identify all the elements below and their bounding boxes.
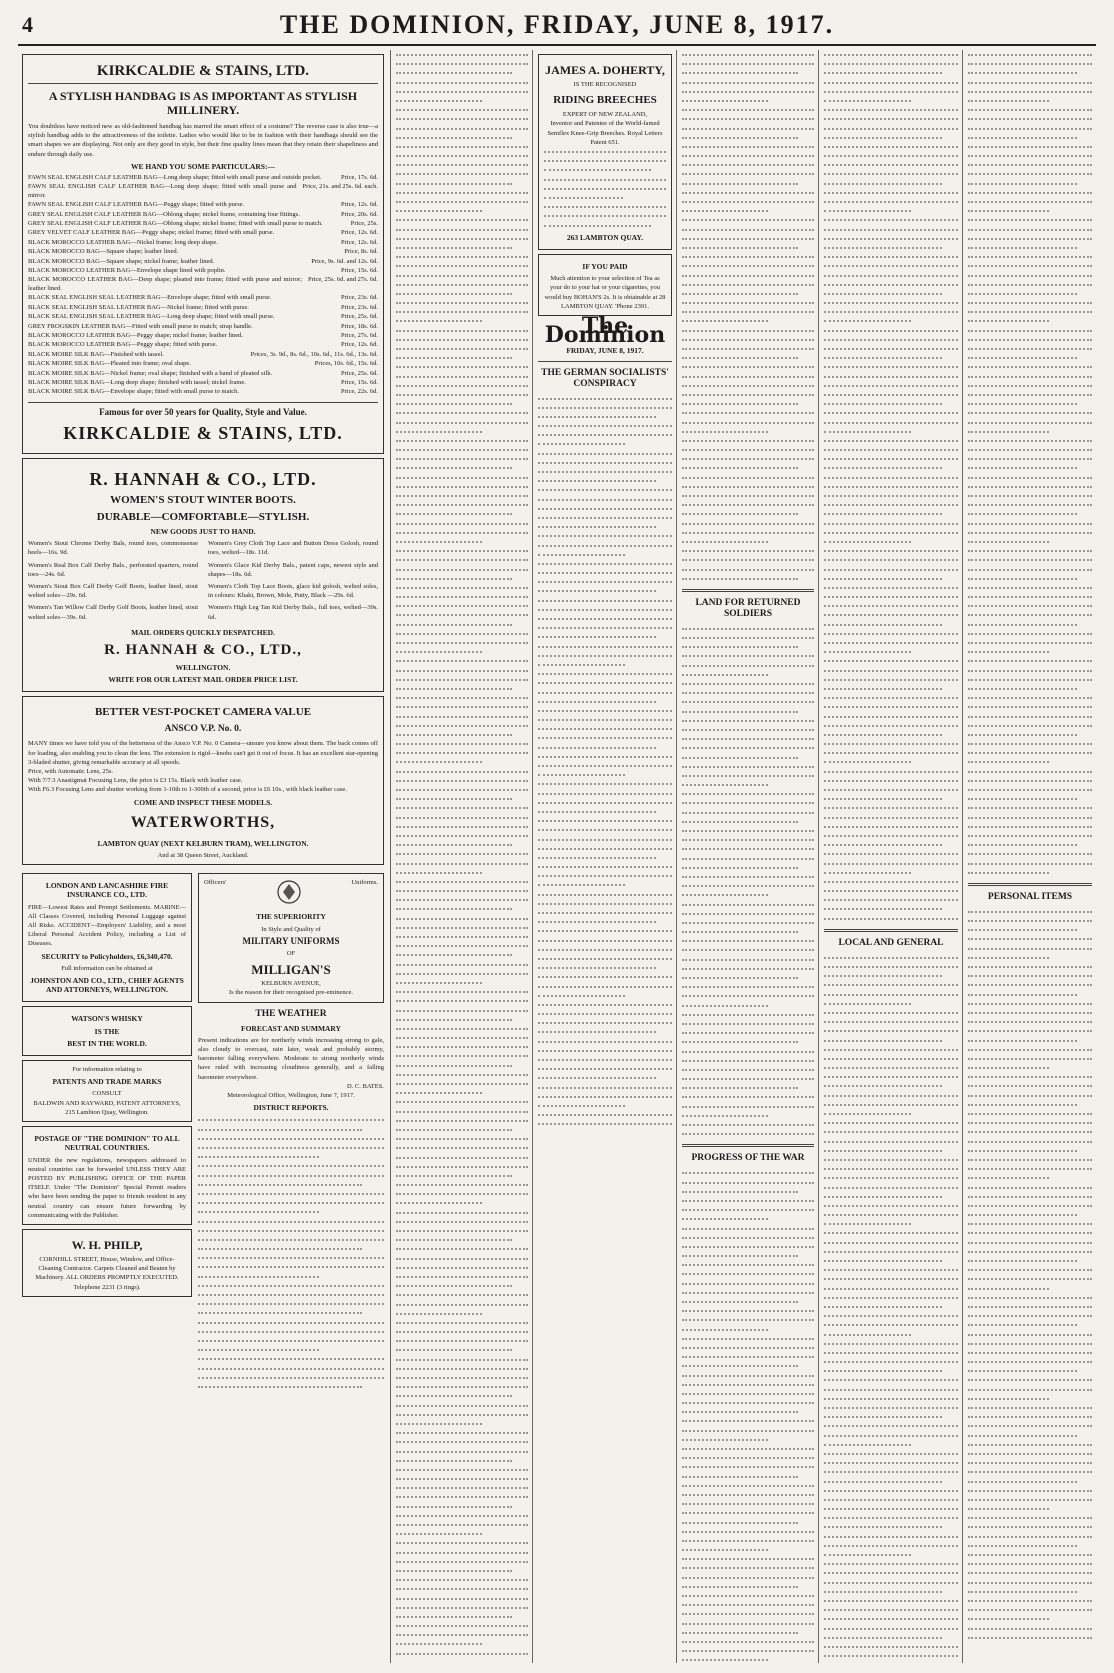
- land-soldiers-heading: LAND FOR RETURNED SOLDIERS: [695, 597, 801, 619]
- column-2-text-top: [396, 50, 528, 1658]
- price-list-item: [28, 360, 378, 368]
- boot-item: Women's Cloth Top Lace Boots, glace kid golosh, welted soles, in colours: Khaki, Brown, Mole, Putty, Black —29s. 6d.: [208, 582, 378, 600]
- postage-body: UNDER the new regulations, newspapers addressed to neutral countries can be forwarded UNLESS THEY ARE POSTED BY PUBLISHING OFFICE OF THE PAPER ITSELF. Under "The Dominion" Special Permit readers who have been sending the paper to friends resident in any neutral country can ensure future forwarding by communicating with the Publisher.: [28, 1156, 186, 1219]
- milligan-name: MILLIGAN'S: [251, 962, 331, 978]
- postage-heading: POSTAGE OF "THE DOMINION" TO ALL NEUTRAL COUNTRIES.: [34, 1134, 180, 1153]
- hannah-write: WRITE FOR OUR LATEST MAIL ORDER PRICE LIST.: [108, 675, 298, 685]
- local-general-heading: LOCAL AND GENERAL: [838, 937, 944, 948]
- bohan-body: Much attention to your selection of Tea as your do to your hat or your cigarettes, you would buy BOHAN'S 2s. It is obtainable at 28 LAMBTON QUAY. 'Phone 2391.: [544, 275, 666, 310]
- page-number: 4: [22, 12, 33, 37]
- land-soldiers-text: [682, 624, 814, 1139]
- price-list-item: [28, 267, 378, 275]
- price-list-description: BLACK MOROCCO LEATHER BAG—Envelope shape lined with poplin.: [28, 267, 226, 275]
- price-list-item: [28, 332, 378, 340]
- hannah-mail: MAIL ORDERS QUICKLY DESPATCHED.: [131, 627, 275, 637]
- price-list-item: [28, 201, 378, 209]
- boot-item: Women's Real Box Calf Derby Bals., perforated quarters, round toes—24s. 6d.: [28, 561, 198, 578]
- price-list-price: Price, 27s. 6d.: [340, 331, 378, 339]
- weather-sub: FORECAST AND SUMMARY: [240, 1023, 342, 1033]
- price-list-description: FAWN SEAL ENGLISH CALF LEATHER BAG—Long deep shape; fitted with small purse and outside pocket.: [28, 174, 322, 182]
- price-list-description: BLACK MOROCCO LEATHER BAG—Deep shape; pleated into frame; fitted with purse and mirror; leather lined.: [28, 276, 302, 292]
- baldwin-body: BALDWIN AND RAYWARD, PATENT ATTORNEYS, 215 Lambton Quay, Wellington.: [33, 1099, 181, 1116]
- price-list-description: FAWN SEAL ENGLISH CALF LEATHER BAG—Long deep shape; fitted with small purse and mirror.: [28, 183, 297, 199]
- price-list-description: BLACK MOROCCO LEATHER BAG—Peggy shape; fitted with purse.: [28, 341, 218, 349]
- price-list-description: BLACK MOIRE SILK BAG—Pleated into frame; oval shape.: [28, 360, 191, 368]
- price-list-price: Price, 22s. 6d.: [340, 388, 378, 396]
- london-agent: JOHNSTON AND CO., LTD., CHIEF AGENTS AND ATTORNEYS, WELLINGTON.: [30, 976, 184, 995]
- boot-item: Women's Tan Willow Calf Derby Golf Boots, leather lined, stout welted soles—39s. 6d.: [28, 604, 198, 621]
- price-list-description: BLACK MOIRE SILK BAG—Long deep shape; finished with tassel; nickel frame.: [28, 378, 246, 386]
- price-list-price: Price, 12s. 6d.: [340, 341, 378, 349]
- column-6-text-top: [968, 50, 1092, 877]
- london-info: Full information can be obtained at: [61, 964, 153, 972]
- price-list-price: Price, 25s.: [350, 220, 378, 228]
- london-security: SECURITY to Policyholders, £6,340,470.: [41, 951, 173, 961]
- boot-item: Women's Stout Box Calf Derby Golf Boots, leather lined, stout welted soles—29s. 6d.: [28, 582, 198, 600]
- baldwin-intro: For information relating to: [72, 1066, 142, 1074]
- price-list-description: GREY VELVET CALF LEATHER BAG—Peggy shape; nickel frame; fitted with small purse.: [28, 229, 275, 237]
- bohan-heading: IF YOU PAID: [582, 261, 628, 271]
- price-list-item: [28, 183, 378, 200]
- price-list-item: [28, 313, 378, 321]
- doherty-sub2: RIDING BREECHES: [553, 94, 657, 107]
- progress-war-text: [682, 1168, 814, 1663]
- philp-advert: [22, 1229, 192, 1297]
- ansco-inspect: COME AND INSPECT THESE MODELS.: [133, 797, 273, 807]
- ansco-price1: Price, with Automatic Lens, 25s.: [28, 768, 114, 776]
- price-list-price: Price, 25s. 6d. and 27s. 6d.: [307, 276, 378, 284]
- boot-item: Women's Stout Chrome Derby Bals, round toes, commonsense heels—16s. 9d.: [28, 540, 198, 557]
- kirkcaldie-footer: KIRKCALDIE & STAINS, LTD.: [63, 422, 343, 443]
- kirkcaldie-subhead: WE HAND YOU SOME PARTICULARS:—: [131, 161, 275, 171]
- ansco-price2: With 7/7.3 Anastigmat Focusing Lens, the price is £3 15s. Black with leather case.: [28, 777, 243, 785]
- price-list-description: FAWN SEAL ENGLISH CALF LEATHER BAG—Peggy shape; fitted with purse.: [28, 201, 245, 209]
- milligan-military: MILITARY UNIFORMS: [242, 935, 340, 946]
- price-list-item: [28, 258, 378, 266]
- personal-items-heading: PERSONAL ITEMS: [987, 891, 1073, 902]
- price-list-item: [28, 379, 378, 387]
- price-list-price: Prices, 10s. 6d., 15s. 6d.: [314, 360, 378, 368]
- column-3: [538, 50, 672, 1663]
- price-list-item: [28, 388, 378, 396]
- weather-heading: THE WEATHER: [255, 1008, 327, 1019]
- lower-left-ads-column-b: [198, 869, 384, 1391]
- milligan-officers: Officers': [204, 879, 227, 887]
- doherty-body: Inventor and Patentee of the World-famed Semflex Knee-Grip Breeches. Royal Letters Patent 651.: [547, 120, 663, 146]
- doherty-sub1: IS THE RECOGNISED: [573, 81, 637, 88]
- price-list-description: BLACK MOIRE SILK BAG—Finished with tassel.: [28, 350, 164, 358]
- doherty-advert: [538, 54, 672, 250]
- ansco-body: MANY times we have told you of the betterness of the Ansco V.P. No. 0 Camera—unsure you know about them. The back comes off for loading, also enabling you to clean the lens. The extension is rigid—knobs can't get it out of focus. It has an excellent star-opening 3-bladed shutter, giving remarkable accuracy at all speeds.: [28, 740, 378, 766]
- price-list-price: Price, 18s. 6d.: [340, 322, 378, 330]
- postage-notice: [22, 1126, 192, 1225]
- price-list-item: [28, 351, 378, 359]
- price-list-item: [28, 211, 378, 219]
- dominion-logo: The Dominion: [544, 312, 666, 349]
- waterworths-address: LAMBTON QUAY (NEXT KELBURN TRAM), WELLINGTON.: [97, 838, 309, 848]
- baldwin-consult: CONSULT: [92, 1090, 122, 1098]
- military-crest-icon: [272, 878, 306, 909]
- ansco-sub: ANSCO V.P. No. 0.: [164, 724, 242, 735]
- price-list-description: BLACK MOIRE SILK BAG—Nickel frame; oval shape; finished with a band of pleated silk.: [28, 369, 273, 377]
- leader-text-block: [538, 394, 672, 1129]
- price-list-description: BLACK SEAL ENGLISH SEAL LEATHER BAG—Long deep shape; fitted with small purse.: [28, 313, 275, 321]
- baldwin-advert: [22, 1060, 192, 1122]
- watsons-line3: BEST IN THE WORLD.: [67, 1038, 147, 1048]
- doherty-sub3: EXPERT OF NEW ZEALAND,: [562, 111, 648, 119]
- column-5-text-top: [824, 50, 958, 923]
- column-6: [968, 50, 1092, 1663]
- kirkcaldie-intro: You doubtless have noticed new as old-fashioned handbag has marred the smart effect of a costume? The reverse case is also true—a stylish handbag adds to the attractiveness of the toilette. Ladies who would like to be in fashion with their handbags should see the smart shapes we are displaying. Not only are they good in style, but their fine quality lines mean that they retain their shapeliness and endure through daily use.: [28, 123, 378, 158]
- column-2: [396, 50, 528, 1663]
- price-list-item: [28, 294, 378, 302]
- hannah-boot-list: [28, 539, 378, 625]
- london-body: FIRE—Lowest Rates and Prompt Settlements. MARINE—All Classes Covered, including Personal Luggage against All Risks. ACCIDENT—Employers' Liability, and a most Liberal Personal Accident Policy, including a List of Diseases.: [28, 903, 186, 948]
- price-list-price: Price, 12s. 6d.: [340, 201, 378, 209]
- price-list-description: GREY SEAL ENGLISH CALF LEATHER BAG—Oblong shape; nickel frame, containing four fittings.: [28, 210, 300, 218]
- watsons-advert: [22, 1006, 192, 1056]
- dominion-date: FRIDAY, JUNE 8, 1917.: [566, 346, 644, 356]
- doherty-address: 263 LAMBTON QUAY.: [566, 232, 644, 242]
- hannah-heading-2: R. HANNAH & CO., LTD.,: [104, 642, 302, 658]
- watsons-line2: IS THE: [94, 1026, 120, 1036]
- price-list-item: [28, 220, 378, 228]
- price-list-price: Price, 12s. 6d.: [340, 238, 378, 246]
- hannah-heading: R. HANNAH & CO., LTD.: [89, 468, 317, 489]
- hannah-city: WELLINGTON.: [175, 663, 231, 672]
- price-list-item: [28, 341, 378, 349]
- philp-heading: W. H. PHILP,: [71, 1237, 143, 1252]
- hannah-head1: WOMEN'S STOUT WINTER BOOTS.: [110, 493, 296, 506]
- price-list-item: [28, 323, 378, 331]
- column-4-text-top: [682, 50, 814, 583]
- price-list-item: [28, 239, 378, 247]
- price-list-item: [28, 304, 378, 312]
- price-list-description: BLACK SEAL ENGLISH SEAL LEATHER BAG—Envelope shape; fitted with small purse.: [28, 294, 272, 302]
- milligan-superiority: THE SUPERIORITY: [256, 912, 326, 922]
- price-list-price: Price, 17s. 6d.: [340, 174, 378, 182]
- philp-address: CORNHILL STREET, House, Window, and Office-Cleaning Contractor. Carpets Cleaned and Beaten by Machinery. ALL ORDERS PROMPTLY EXECUTED. Telephone 2231 (3 rings).: [35, 1255, 179, 1291]
- price-list-price: Price, 9s. 6d. and 12s. 6d.: [311, 257, 378, 265]
- price-list-description: BLACK MOROCCO LEATHER BAG—Peggy shape; nickel frame; leather lined.: [28, 331, 244, 339]
- price-list-price: Prices, 3s. 9d., 8s. 6d., 10s. 6d., 11s. 6d., 13s. 6d.: [250, 350, 378, 358]
- price-list-item: [28, 248, 378, 256]
- weather-office: Meteorological Office, Wellington, June 7, 1917.: [227, 1092, 355, 1100]
- progress-war-heading: PROGRESS OF THE WAR: [691, 1153, 805, 1164]
- masthead: [18, 8, 1096, 46]
- waterworths-heading: WATERWORTHS,: [130, 813, 276, 831]
- weather-reports: DISTRICT REPORTS.: [253, 1103, 329, 1113]
- column-5: [824, 50, 958, 1663]
- milligan-address: KELBURN AVENUE,: [261, 980, 321, 988]
- weather-signed: D. C. BATES.: [346, 1082, 384, 1090]
- london-lancashire-advert: [22, 873, 192, 1002]
- doherty-heading: JAMES A. DOHERTY,: [545, 63, 665, 77]
- price-list-description: BLACK MOROCCO LEATHER BAG—Nickel frame; long deep shape.: [28, 238, 218, 246]
- hannah-list-right: [208, 539, 378, 625]
- column-4: [682, 50, 814, 1663]
- weather-body: Present indications are for northerly winds increasing strong to gale, also cloudy to overcast, rain later, weak and probably stormy, barometer falling everywhere. Moderate to strong northerly winds have ruled with increasing cloudiness generally, and a falling barometer everywhere.: [198, 1036, 384, 1081]
- price-list-price: Price, 8s. 6d.: [344, 248, 378, 256]
- price-list-price: Price, 15s. 6d.: [340, 267, 378, 275]
- price-list-price: Price, 20s. 6d.: [340, 210, 378, 218]
- milligan-reason: Is the reason for their recognised pre-eminence.: [229, 989, 353, 997]
- kirkcaldie-headline: A STYLISH HANDBAG IS AS IMPORTANT AS STYLISH MILLINERY.: [48, 89, 358, 117]
- milligan-of: OF: [286, 950, 296, 958]
- price-list-price: Price, 25s. 6d.: [340, 313, 378, 321]
- lower-left-ads-column-a: [22, 869, 192, 1391]
- kirkcaldie-price-list: [28, 174, 378, 397]
- hannah-sub: NEW GOODS JUST TO HAND.: [150, 526, 256, 536]
- weather-report: [198, 1009, 384, 1391]
- price-list-price: Price, 15s. 6d.: [340, 378, 378, 386]
- leader-heading: THE GERMAN SOCIALISTS' CONSPIRACY: [541, 367, 669, 389]
- local-general-text: [824, 953, 958, 1663]
- kirkcaldie-tagline: Famous for over 50 years for Quality, Style and Value.: [99, 406, 307, 417]
- price-list-item: [28, 370, 378, 378]
- bohan-advert: [538, 254, 672, 316]
- kirkcaldie-heading: KIRKCALDIE & STAINS, LTD.: [96, 63, 310, 79]
- milligan-uniforms: Uniforms.: [351, 879, 378, 887]
- price-list-item: [28, 276, 378, 293]
- newspaper-dateline: THE DOMINION, FRIDAY, JUNE 8, 1917.: [279, 10, 835, 39]
- price-list-item: [28, 174, 378, 182]
- ansco-heading: BETTER VEST-POCKET CAMERA VALUE: [94, 706, 312, 719]
- price-list-price: Price, 25s. 6d.: [340, 369, 378, 377]
- lower-left-ads: [22, 869, 384, 1391]
- price-list-description: BLACK SEAL ENGLISH SEAL LEATHER BAG—Nickel frame; fitted with purse.: [28, 303, 249, 311]
- milligan-advert: [198, 873, 384, 1002]
- watsons-line1: WATSON'S WHISKY: [71, 1014, 143, 1024]
- baldwin-heading: PATENTS AND TRADE MARKS: [52, 1077, 162, 1087]
- milligan-style: In Style and Quality of: [261, 925, 321, 933]
- boot-item: Women's High Leg Tan Kid Derby Bals., full toes, welted—39s. 6d.: [208, 604, 378, 621]
- kirkcaldie-advert: [22, 54, 384, 454]
- price-list-description: GREY FROGSKIN LEATHER BAG—Fitted with small purse to match; strap handle.: [28, 322, 253, 330]
- hannah-list-left: [28, 539, 198, 625]
- price-list-description: BLACK MOROCCO BAG—Square shape; leather lined.: [28, 248, 179, 256]
- price-list-price: Price, 23s. 6d.: [340, 303, 378, 311]
- price-list-item: [28, 229, 378, 237]
- price-list-description: BLACK MOIRE SILK BAG—Envelope shape; fitted with small purse to match.: [28, 388, 240, 396]
- ansco-advert: [22, 696, 384, 865]
- boot-item: Women's Grey Cloth Top Lace and Button Dress Golosh, round toes, welted—18s. 11d.: [208, 540, 378, 557]
- price-list-price: Price, 23s. 6d.: [340, 294, 378, 302]
- price-list-price: Price, 12s. 6d.: [340, 229, 378, 237]
- ansco-price3: With F6.3 Focusing Lens and shutter working from 1-10th to 1-300th of a second, price is £6 10s., with black leather case.: [28, 786, 347, 794]
- hannah-head2: DURABLE—COMFORTABLE—STYLISH.: [96, 510, 310, 523]
- column-advertisements-left: [22, 50, 384, 1663]
- hannah-advert: [22, 458, 384, 692]
- price-list-description: BLACK MOROCCO BAG—Square shape; nickel frame; leather lined.: [28, 257, 215, 265]
- price-list-price: Price, 21s. and 25s. 6d. each.: [302, 183, 378, 191]
- waterworths-address-2: And at 38 Queen Street, Auckland.: [157, 852, 249, 860]
- boot-item: Women's Glace Kid Derby Bals., patent caps, newest style and shapes—18s. 6d.: [208, 561, 378, 578]
- price-list-description: GREY SEAL ENGLISH CALF LEATHER BAG—Oblong shape; nickel frame; fitted with small purse to match.: [28, 220, 323, 228]
- personal-items-text: [968, 907, 1092, 1642]
- weather-text-block: [198, 1115, 384, 1391]
- london-heading: LONDON AND LANCASHIRE FIRE INSURANCE CO., LTD.: [45, 881, 169, 900]
